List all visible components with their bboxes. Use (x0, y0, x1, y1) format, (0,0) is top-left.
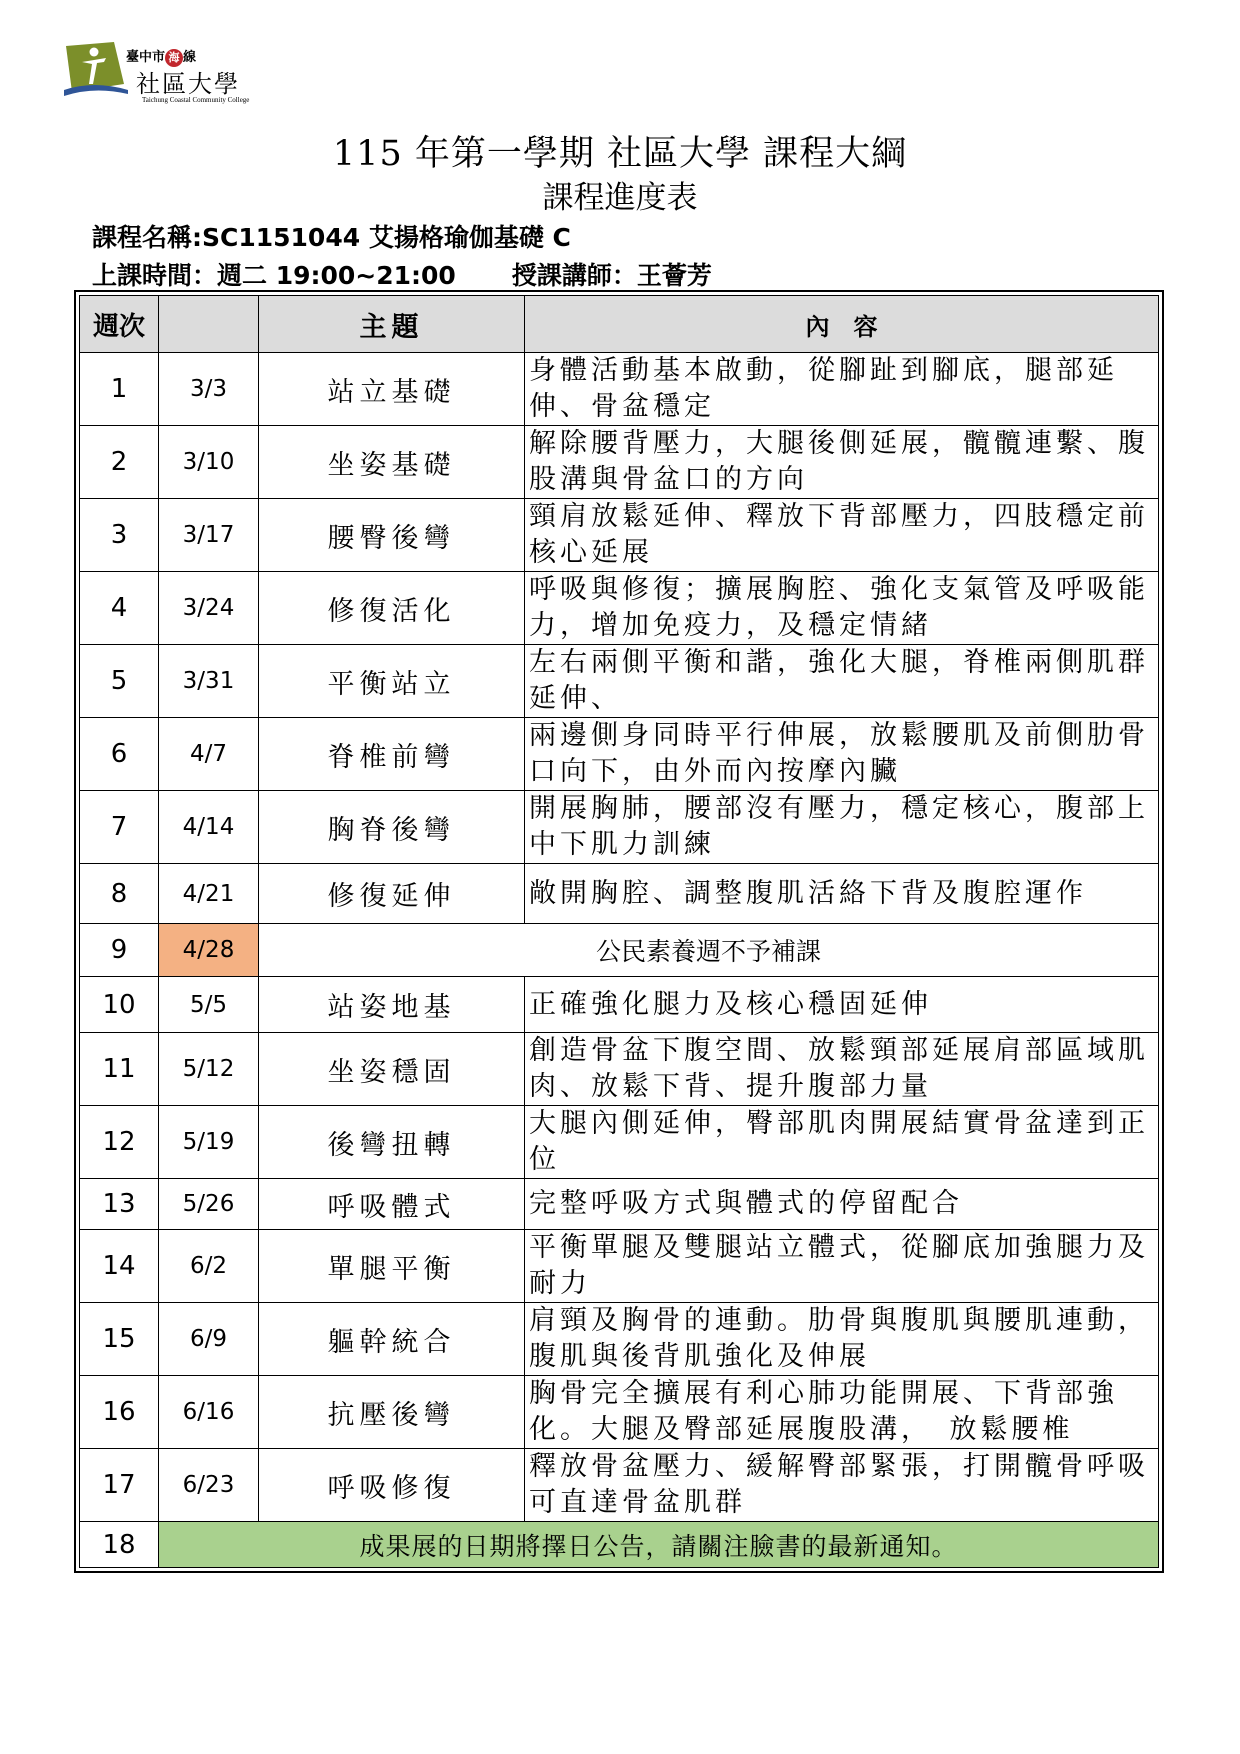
schedule-table (79, 295, 1159, 1568)
table-row (80, 977, 1159, 1033)
table-row (80, 1376, 1159, 1449)
topic-cell: 後彎扭轉 (259, 1106, 525, 1179)
content-cell: 肩頸及胸骨的連動。肋骨與腹肌與腰肌連動，腹肌與後背肌強化及伸展 (525, 1303, 1159, 1376)
date-cell: 4/14 (159, 791, 259, 864)
date-cell: 3/3 (159, 353, 259, 426)
table-row (80, 572, 1159, 645)
date-cell: 3/10 (159, 426, 259, 499)
week-cell: 1 (80, 353, 159, 426)
date-cell: 5/5 (159, 977, 259, 1033)
table-row (80, 353, 1159, 426)
date-cell: 3/24 (159, 572, 259, 645)
content-cell: 大腿內側延伸，臀部肌肉開展結實骨盆達到正位 (525, 1106, 1159, 1179)
week-cell: 12 (80, 1106, 159, 1179)
header-content: 內 容 (525, 296, 1159, 353)
date-cell: 4/7 (159, 718, 259, 791)
logo-city: 臺中市 海 線 (126, 50, 197, 65)
week-cell: 6 (80, 718, 159, 791)
instructor: 授課講師：王薈芳 (511, 261, 712, 290)
date-cell: 5/26 (159, 1179, 259, 1230)
topic-cell: 呼吸體式 (259, 1179, 525, 1230)
topic-cell: 呼吸修復 (259, 1449, 525, 1522)
week-cell: 14 (80, 1230, 159, 1303)
table-row (80, 426, 1159, 499)
date-cell: 6/23 (159, 1449, 259, 1522)
table-row (80, 1303, 1159, 1376)
date-cell-highlighted: 4/28 (159, 924, 259, 977)
content-cell: 敞開胸腔、調整腹肌活絡下背及腹腔運作 (525, 864, 1159, 924)
table-row-civic-week (80, 924, 1159, 977)
week-cell: 8 (80, 864, 159, 924)
course-name: 課程名稱:SC1151044 艾揚格瑜伽基礎 C (92, 223, 571, 252)
week-cell: 9 (80, 924, 159, 977)
date-cell: 3/17 (159, 499, 259, 572)
header-topic: 主題 (259, 296, 525, 353)
week-cell: 2 (80, 426, 159, 499)
content-cell: 解除腰背壓力，大腿後側延展，髖髖連繫、腹股溝與骨盆口的方向 (525, 426, 1159, 499)
class-time: 上課時間：週二 19:00~21:00 (92, 261, 456, 290)
table-row (80, 1179, 1159, 1230)
table-row (80, 1106, 1159, 1179)
topic-cell: 站姿地基 (259, 977, 525, 1033)
logo-seal: 海 (165, 49, 183, 67)
week-cell: 17 (80, 1449, 159, 1522)
week-cell: 18 (80, 1522, 159, 1568)
logo-name: 社區大學 (136, 70, 240, 98)
table-row (80, 1449, 1159, 1522)
topic-cell: 抗壓後彎 (259, 1376, 525, 1449)
page-title: 115 年第一學期 社區大學 課程大綱 (332, 134, 908, 174)
logo-english: Taichung Coastal Community College (142, 96, 250, 104)
college-logo-icon (64, 40, 128, 100)
date-cell: 6/16 (159, 1376, 259, 1449)
topic-cell: 脊椎前彎 (259, 718, 525, 791)
topic-cell: 站立基礎 (259, 353, 525, 426)
date-cell: 5/19 (159, 1106, 259, 1179)
date-cell: 6/2 (159, 1230, 259, 1303)
date-cell: 5/12 (159, 1033, 259, 1106)
course-info-line (92, 256, 712, 292)
table-row (80, 499, 1159, 572)
content-cell: 創造骨盆下腹空間、放鬆頸部延展肩部區域肌肉、放鬆下背、提升腹部力量 (525, 1033, 1159, 1106)
content-cell: 開展胸肺，腰部沒有壓力，穩定核心，腹部上中下肌力訓練 (525, 791, 1159, 864)
topic-cell: 胸脊後彎 (259, 791, 525, 864)
content-cell: 釋放骨盆壓力、緩解臀部緊張，打開髖骨呼吸可直達骨盆肌群 (525, 1449, 1159, 1522)
logo (64, 40, 284, 110)
date-cell: 4/21 (159, 864, 259, 924)
date-cell: 6/9 (159, 1303, 259, 1376)
content-cell: 兩邊側身同時平行伸展，放鬆腰肌及前側肋骨口向下，由外而內按摩內臟 (525, 718, 1159, 791)
header-week: 週次 (80, 296, 159, 353)
table-row (80, 645, 1159, 718)
table-row (80, 864, 1159, 924)
table-row (80, 1230, 1159, 1303)
content-cell: 身體活動基本啟動，從腳趾到腳底，腿部延伸、骨盆穩定 (525, 353, 1159, 426)
content-cell: 完整呼吸方式與體式的停留配合 (525, 1179, 1159, 1230)
topic-cell: 腰臀後彎 (259, 499, 525, 572)
header-date (159, 296, 259, 353)
table-row (80, 1033, 1159, 1106)
table-header-row (80, 296, 1159, 353)
table-row (80, 718, 1159, 791)
topic-cell: 坐姿基礎 (259, 426, 525, 499)
civic-week-note: 公民素養週不予補課 (259, 924, 1159, 977)
week-cell: 4 (80, 572, 159, 645)
content-cell: 胸骨完全擴展有利心肺功能開展、下背部強化。大腿及臀部延展腹股溝， 放鬆腰椎 (525, 1376, 1159, 1449)
week-cell: 16 (80, 1376, 159, 1449)
topic-cell: 軀幹統合 (259, 1303, 525, 1376)
content-cell: 左右兩側平衡和諧，強化大腿，脊椎兩側肌群延伸、 (525, 645, 1159, 718)
date-cell: 3/31 (159, 645, 259, 718)
table-row (80, 791, 1159, 864)
content-cell: 呼吸與修復；擴展胸腔、強化支氣管及呼吸能力，增加免疫力，及穩定情緒 (525, 572, 1159, 645)
week-cell: 5 (80, 645, 159, 718)
topic-cell: 修復活化 (259, 572, 525, 645)
week-cell: 7 (80, 791, 159, 864)
week-cell: 10 (80, 977, 159, 1033)
topic-cell: 單腿平衡 (259, 1230, 525, 1303)
week-cell: 15 (80, 1303, 159, 1376)
week-cell: 11 (80, 1033, 159, 1106)
schedule-frame (74, 290, 1164, 1573)
week-cell: 3 (80, 499, 159, 572)
table-row-final (80, 1522, 1159, 1568)
topic-cell: 平衡站立 (259, 645, 525, 718)
final-exhibition-note: 成果展的日期將擇日公告，請關注臉書的最新通知。 (159, 1522, 1159, 1568)
topic-cell: 坐姿穩固 (259, 1033, 525, 1106)
week-cell: 13 (80, 1179, 159, 1230)
content-cell: 頸肩放鬆延伸、釋放下背部壓力，四肢穩定前核心延展 (525, 499, 1159, 572)
content-cell: 平衡單腿及雙腿站立體式，從腳底加強腿力及耐力 (525, 1230, 1159, 1303)
content-cell: 正確強化腿力及核心穩固延伸 (525, 977, 1159, 1033)
topic-cell: 修復延伸 (259, 864, 525, 924)
page-subtitle: 課程進度表 (542, 180, 698, 216)
